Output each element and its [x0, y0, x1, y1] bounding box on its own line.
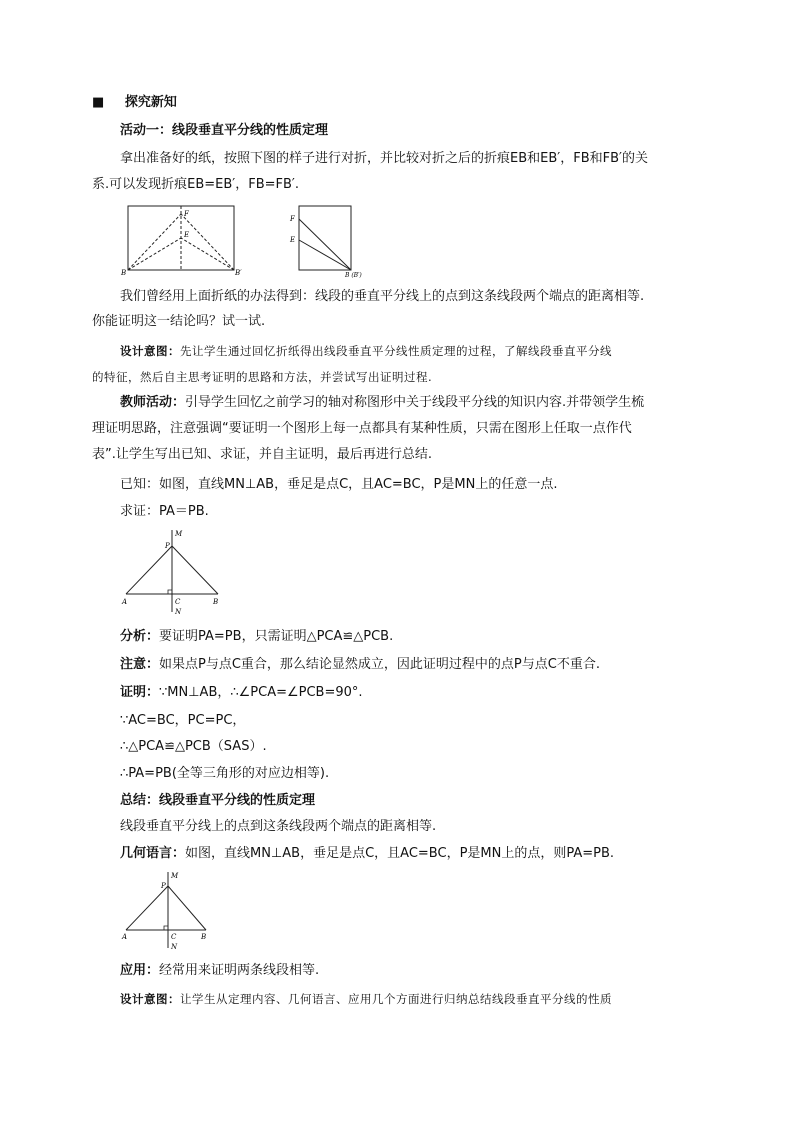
intro-line-2: 系.可以发现折痕EB=EB′，FB=FB′. — [92, 177, 300, 192]
summary-title: 线段垂直平分线的性质定理 — [159, 793, 316, 808]
label-B: B — [121, 269, 127, 277]
application-line: 应用：经常用来证明两条线段相等. — [120, 963, 320, 978]
proof-label: 证明： — [120, 685, 160, 700]
triangle-figure-1 — [118, 526, 228, 616]
design-intent-1-line-2: 的特征，然后自主思考证明的思路和方法，并尝试写出证明过程. — [92, 370, 433, 384]
teacher-activity-line-2: 理证明思路，注意强调“要证明一个图形上每一点都具有某种性质，只需在图形上任取一点作代 — [92, 421, 632, 436]
label-A: A — [122, 933, 128, 941]
prove-statement: 求证：PA＝PB. — [120, 504, 209, 519]
analysis-line: 分析：要证明PA=PB，只需证明△PCA≌△PCB. — [120, 629, 394, 644]
application-label: 应用： — [120, 963, 160, 978]
proof-line-2: ∵AC=BC，PC=PC， — [120, 713, 246, 728]
proof-line-4: ∴PA=PB(全等三角形的对应边相等). — [120, 766, 330, 781]
known-statement: 已知：如图，直线MN⊥AB，垂足是点C，且AC=BC，P是MN上的任意一点. — [120, 477, 558, 492]
label-N: N — [171, 943, 178, 951]
label-B-Bprime: B (B′) — [345, 272, 362, 278]
label-P: P — [165, 542, 170, 550]
design-intent-2-line-1: 设计意图：让学生从定理内容、几何语言、应用几个方面进行归纳总结线段垂直平分线的性质 — [120, 992, 612, 1006]
label-N: N — [175, 608, 182, 616]
label-P: P — [161, 882, 166, 890]
summary-label: 总结： — [120, 793, 160, 808]
label-B: B — [213, 598, 219, 606]
teacher-activity-label: 教师活动： — [120, 395, 186, 410]
label-B: B — [201, 933, 207, 941]
recall-line-1: 我们曾经用上面折纸的办法得到：线段的垂直平分线上的点到这条线段两个端点的距离相等. — [120, 289, 645, 304]
section-heading — [92, 94, 177, 112]
label-F: F — [290, 215, 295, 223]
label-C: C — [171, 933, 177, 941]
recall-line-2: 你能证明这一结论吗？试一试. — [92, 314, 266, 329]
fold-figure-folded — [285, 202, 375, 278]
label-F: F — [184, 210, 189, 218]
design-intent-2-label: 设计意图： — [120, 992, 180, 1006]
label-C: C — [175, 598, 181, 606]
analysis-label: 分析： — [120, 629, 160, 644]
summary-heading — [120, 792, 315, 810]
activity-title: 活动一：线段垂直平分线的性质定理 — [120, 123, 329, 138]
geometry-language-label: 几何语言： — [120, 846, 186, 861]
design-intent-1-line-1: 设计意图：先让学生通过回忆折纸得出线段垂直平分线性质定理的过程，了解线段垂直平分线 — [120, 344, 612, 358]
section-title: 探究新知 — [124, 95, 177, 110]
geometry-language-line: 几何语言：如图，直线MN⊥AB，垂足是点C，且AC=BC，P是MN上的点，则PA=PB. — [120, 846, 615, 861]
teacher-activity-line-1: 教师活动：引导学生回忆之前学习的轴对称图形中关于线段平分线的知识内容.并带领学生梳 — [120, 395, 645, 410]
intro-line-1: 拿出准备好的纸，按照下图的样子进行对折，并比较对折之后的折痕EB和EB′，FB和FB′的关 — [120, 151, 648, 166]
teacher-activity-line-3: 表”.让学生写出已知、求证，并自主证明，最后再进行总结. — [92, 447, 432, 462]
triangle-figure-2 — [118, 868, 218, 952]
proof-line-3: ∴△PCA≌△PCB（SAS）. — [120, 739, 267, 754]
label-E: E — [290, 236, 296, 244]
label-A: A — [122, 598, 128, 606]
label-M: M — [171, 872, 179, 880]
note-line: 注意：如果点P与点C重合，那么结论显然成立，因此证明过程中的点P与点C不重合. — [120, 657, 600, 672]
label-E: E — [184, 231, 190, 239]
label-B-prime: B′ — [235, 269, 242, 277]
fold-figure-rectangle — [118, 202, 248, 278]
design-intent-label: 设计意图： — [120, 344, 180, 358]
proof-line-1: 证明：∵MN⊥AB，∴∠PCA=∠PCB=90°. — [120, 685, 363, 700]
square-bullet-icon: ■ — [92, 95, 105, 110]
note-label: 注意： — [120, 657, 160, 672]
summary-text: 线段垂直平分线上的点到这条线段两个端点的距离相等. — [120, 819, 437, 834]
label-M: M — [175, 530, 183, 538]
